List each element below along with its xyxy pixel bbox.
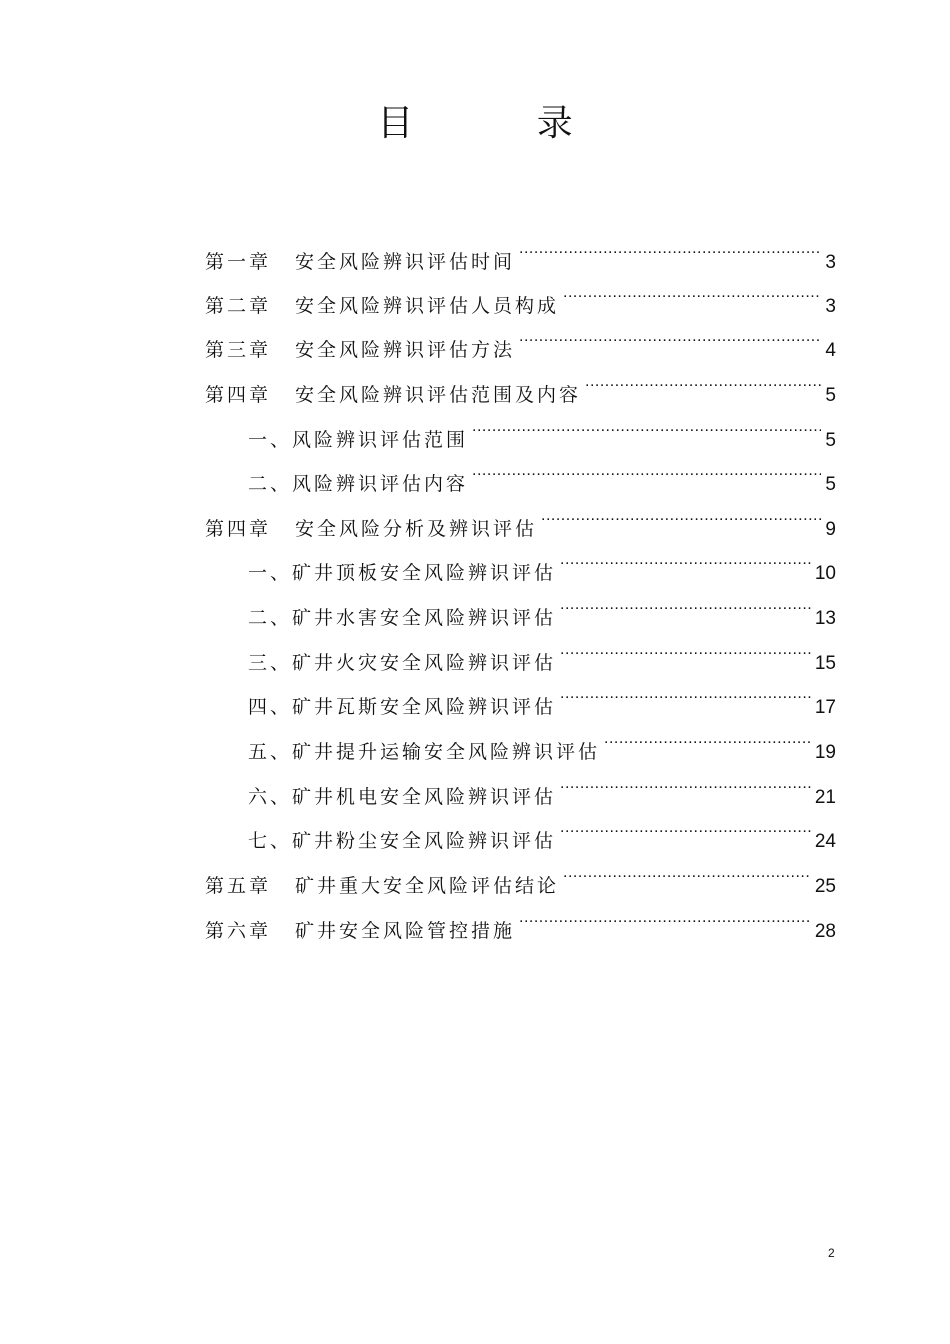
toc-entry-page: 25 — [814, 876, 836, 897]
toc-entry-title: 安全风险辨识评估人员构成 — [295, 295, 560, 317]
toc-entry-section-hoisting[interactable] — [248, 714, 836, 763]
toc-entry-page: 19 — [814, 742, 836, 763]
toc-entry-title: 安全风险辨识评估方法 — [295, 339, 516, 361]
toc-entry-section-fire[interactable] — [248, 625, 836, 674]
toc-entry-page: 13 — [814, 608, 836, 629]
toc-entry-prefix: 一、 — [248, 429, 293, 451]
toc-entry-page: 5 — [825, 474, 836, 495]
toc-entry-title: 安全风险辨识评估范围及内容 — [295, 384, 582, 406]
toc-dot-leader — [472, 446, 821, 490]
toc-dot-leader — [541, 491, 821, 535]
toc-dot-leader — [560, 625, 811, 669]
toc-entry-prefix: 第二章 — [205, 295, 272, 317]
toc-entry-section-4-1[interactable] — [248, 402, 836, 451]
toc-entry-prefix: 第四章 — [205, 518, 272, 540]
toc-entry-page: 15 — [814, 653, 836, 674]
toc-entry-title: 矿井瓦斯安全风险辨识评估 — [292, 696, 557, 718]
toc-entry-page: 3 — [825, 296, 836, 317]
toc-entry-section-gas[interactable] — [248, 669, 836, 718]
toc-entry-page: 24 — [814, 831, 836, 852]
toc-dot-leader — [560, 580, 811, 624]
toc-entry-title: 矿井粉尘安全风险辨识评估 — [292, 830, 557, 852]
toc-dot-leader — [519, 224, 821, 268]
toc-entry-page: 10 — [814, 563, 836, 584]
toc-entry-prefix: 第三章 — [205, 339, 272, 361]
toc-entry-prefix: 七、 — [248, 830, 293, 852]
toc-entry-chapter-6[interactable] — [205, 893, 836, 942]
toc-entry-prefix: 第四章 — [205, 384, 272, 406]
toc-dot-leader — [563, 848, 811, 892]
toc-entry-page: 9 — [825, 519, 836, 540]
toc-entry-page: 17 — [814, 697, 836, 718]
toc-entry-page: 4 — [825, 340, 836, 361]
toc-dot-leader — [519, 312, 821, 356]
toc-dot-leader — [585, 357, 821, 401]
toc-dot-leader — [519, 893, 811, 937]
toc-entry-prefix: 四、 — [248, 696, 293, 718]
page-title: 目 录 — [377, 103, 629, 144]
toc-entry-prefix: 第一章 — [205, 251, 272, 273]
toc-entry-title: 矿井重大安全风险评估结论 — [295, 875, 560, 897]
toc-entry-page: 28 — [814, 921, 836, 942]
toc-dot-leader — [472, 402, 821, 446]
toc-dot-leader — [604, 714, 811, 758]
toc-entry-section-water[interactable] — [248, 580, 836, 629]
toc-entry-prefix: 六、 — [248, 786, 293, 808]
toc-entry-page: 5 — [825, 385, 836, 406]
toc-entry-title: 矿井火灾安全风险辨识评估 — [292, 652, 557, 674]
toc-entry-title: 安全风险分析及辨识评估 — [295, 518, 538, 540]
page-number: 2 — [828, 1246, 835, 1260]
toc-entry-title: 矿井水害安全风险辨识评估 — [292, 607, 557, 629]
toc-entry-section-electromechanical[interactable] — [248, 759, 836, 808]
toc-entry-chapter-5[interactable] — [205, 848, 836, 897]
toc-entry-section-dust[interactable] — [248, 803, 836, 852]
toc-entry-section-roof[interactable] — [248, 535, 836, 584]
toc-entry-prefix: 五、 — [248, 741, 293, 763]
toc-entry-title: 矿井安全风险管控措施 — [295, 920, 516, 942]
toc-entry-chapter-1[interactable] — [205, 224, 836, 273]
toc-entry-prefix: 第五章 — [205, 875, 272, 897]
toc-entry-page: 3 — [825, 252, 836, 273]
toc-dot-leader — [560, 669, 811, 713]
toc-entry-prefix: 一、 — [248, 562, 293, 584]
toc-entry-title: 风险辨识评估内容 — [292, 473, 469, 495]
toc-dot-leader — [560, 759, 811, 803]
toc-dot-leader — [560, 535, 811, 579]
toc-entry-title: 矿井机电安全风险辨识评估 — [292, 786, 557, 808]
toc-entry-title: 矿井提升运输安全风险辨识评估 — [292, 741, 601, 763]
toc-entry-chapter-2[interactable] — [205, 268, 836, 317]
toc-entry-prefix: 二、 — [248, 473, 293, 495]
toc-entry-chapter-3[interactable] — [205, 312, 836, 361]
toc-entry-section-4-2[interactable] — [248, 446, 836, 495]
toc-entry-page: 21 — [814, 787, 836, 808]
toc-dot-leader — [563, 268, 821, 312]
toc-entry-prefix: 二、 — [248, 607, 293, 629]
toc-dot-leader — [560, 803, 811, 847]
toc-entry-prefix: 第六章 — [205, 920, 272, 942]
toc-entry-prefix: 三、 — [248, 652, 293, 674]
toc-entry-chapter-4b[interactable] — [205, 491, 836, 540]
toc-entry-title: 风险辨识评估范围 — [292, 429, 469, 451]
toc-entry-page: 5 — [825, 430, 836, 451]
toc-entry-chapter-4[interactable] — [205, 357, 836, 406]
toc-entry-title: 安全风险辨识评估时间 — [295, 251, 516, 273]
toc-entry-title: 矿井顶板安全风险辨识评估 — [292, 562, 557, 584]
